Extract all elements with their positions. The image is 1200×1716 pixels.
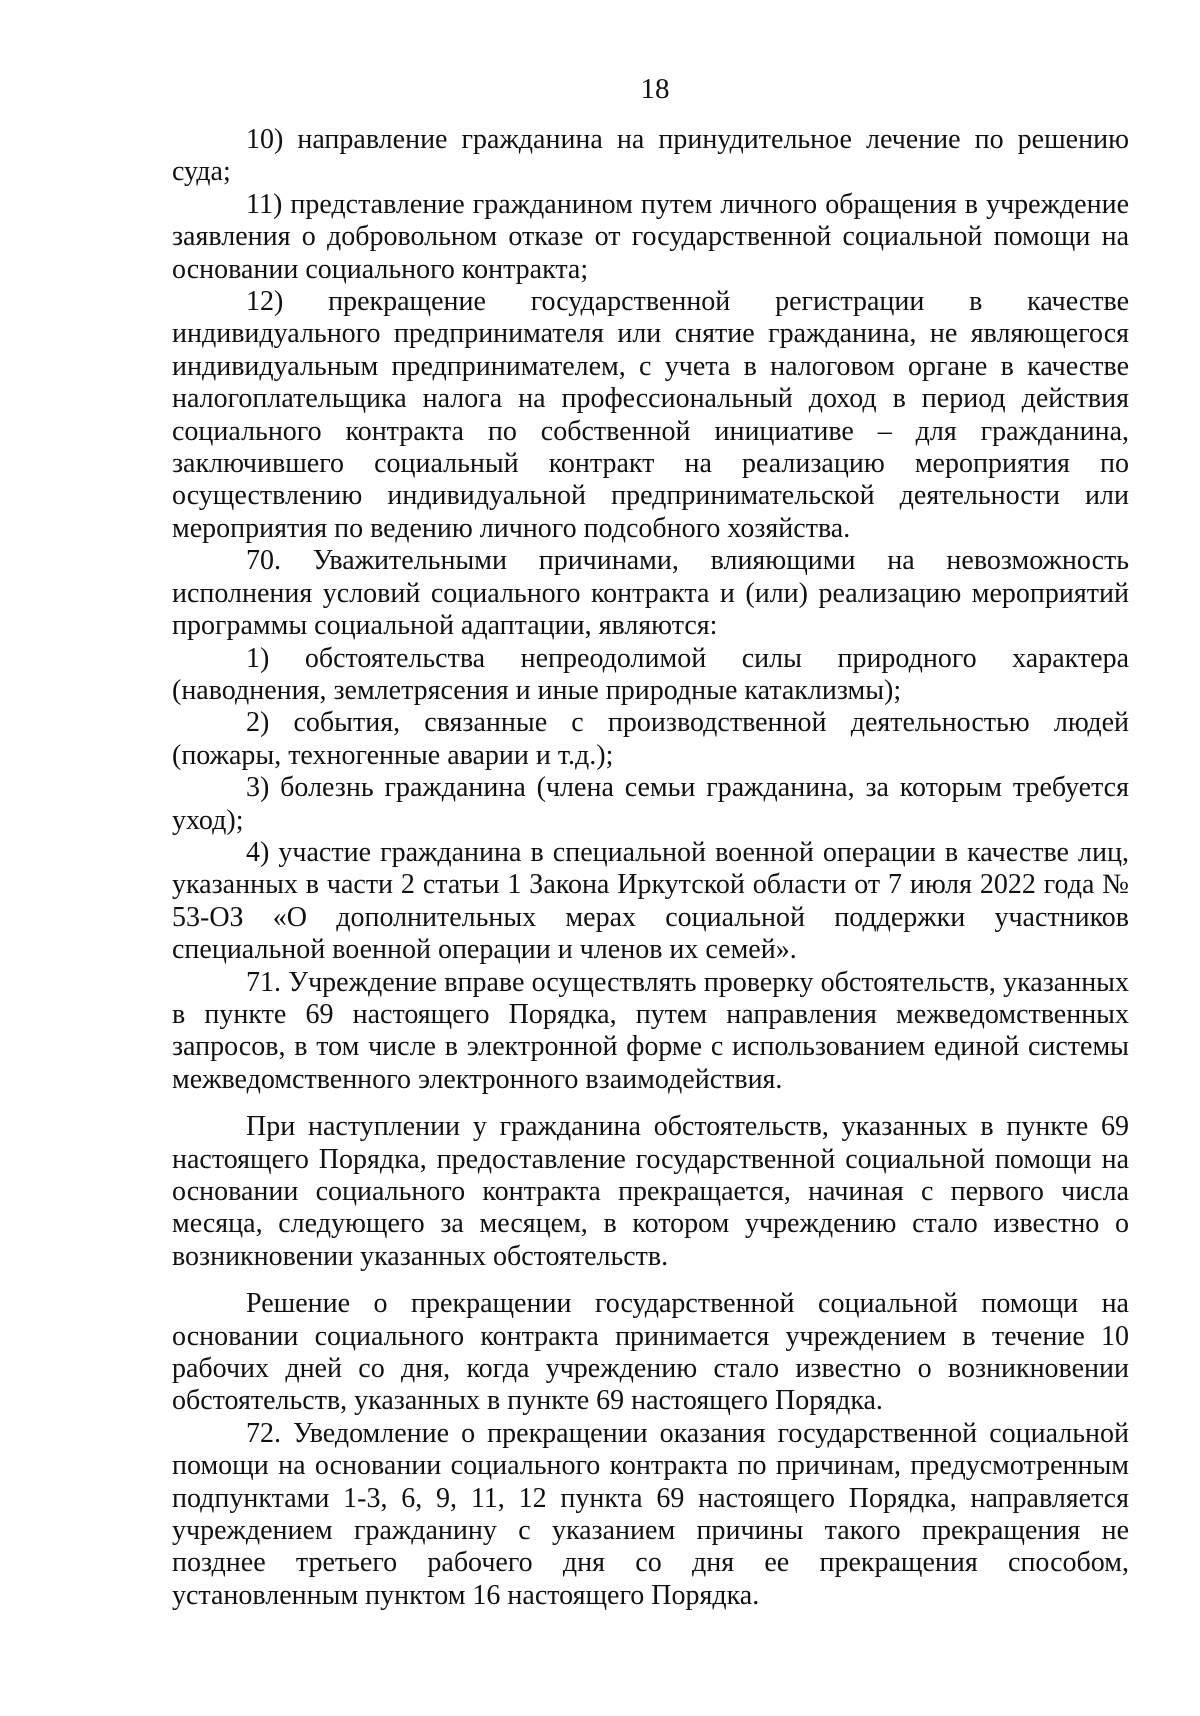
paragraph-reason-4: 4) участие гражданина в специальной военной операции в качестве лиц, указанных в части 2 статьи 1 Закона Иркутской области от 7 июля 2022 года № 53-ОЗ «О дополнительных мерах социальной поддержки участников специальной военной операции и членов их семей».: [172, 836, 1129, 966]
paragraph-reason-2: 2) события, связанные с производственной деятельностью людей (пожары, техногенные аварии и т.д.);: [172, 707, 1129, 771]
paragraph-termination-condition: При наступлении у гражданина обстоятельств, указанных в пункте 69 настоящего Порядка, предоставление государственной социальной помощи на основании социального контракта прекращается, начиная с первого числа месяца, следующего за месяцем, в котором учреждению стало известно о возникновении указанных обстоятельств.: [172, 1111, 1129, 1272]
paragraph-section-71: 71. Учреждение вправе осуществлять проверку обстоятельств, указанных в пункте 69 настоящего Порядка, путем направления межведомственных запросов, в том числе в электронной форме с использованием единой системы межведомственного электронного взаимодействия.: [172, 966, 1129, 1095]
paragraph-item-12: 12) прекращение государственной регистрации в качестве индивидуального предпринимателя или снятие гражданина, не являющегося индивидуальным предпринимателем, с учета в налоговом органе в качестве налогоплательщика налога на профессиональный доход в период действия социального контракта по собственной инициативе – для гражданина, заключившего социальный контракт на реализацию мероприятия по осуществлению индивидуальной предпринимательской деятельности или мероприятия по ведению личного подсобного хозяйства.: [172, 286, 1129, 544]
page-number: 18: [640, 73, 670, 105]
document-body: [172, 124, 1129, 1612]
paragraph-section-72: 72. Уведомление о прекращении оказания государственной социальной помощи на основании социального контракта по причинам, предусмотренным подпунктами 1-3, 6, 9, 11, 12 пункта 69 настоящего Порядка, направляется учреждением гражданину с указанием причины такого прекращения не позднее третьего рабочего дня со дня ее прекращения способом, установленным пунктом 16 настоящего Порядка.: [172, 1417, 1129, 1611]
paragraph-termination-decision: Решение о прекращении государственной социальной помощи на основании социального контракта принимается учреждением в течение 10 рабочих дней со дня, когда учреждению стало известно о возникновении обстоятельств, указанных в пункте 69 настоящего Порядка.: [172, 1288, 1129, 1417]
paragraph-item-11: 11) представление гражданином путем личного обращения в учреждение заявления о добровольном отказе от государственной социальной помощи на основании социального контракта;: [172, 188, 1129, 285]
paragraph-item-10: 10) направление гражданина на принудительное лечение по решению суда;: [172, 124, 1129, 188]
paragraph-section-70: 70. Уважительными причинами, влияющими на невозможность исполнения условий социального контракта и (или) реализацию мероприятий программы социальной адаптации, являются:: [172, 545, 1129, 642]
paragraph-reason-1: 1) обстоятельства непреодолимой силы природного характера (наводнения, землетрясения и иные природные катаклизмы);: [172, 642, 1129, 706]
paragraph-reason-3: 3) болезнь гражданина (члена семьи гражданина, за которым требуется уход);: [172, 772, 1129, 836]
